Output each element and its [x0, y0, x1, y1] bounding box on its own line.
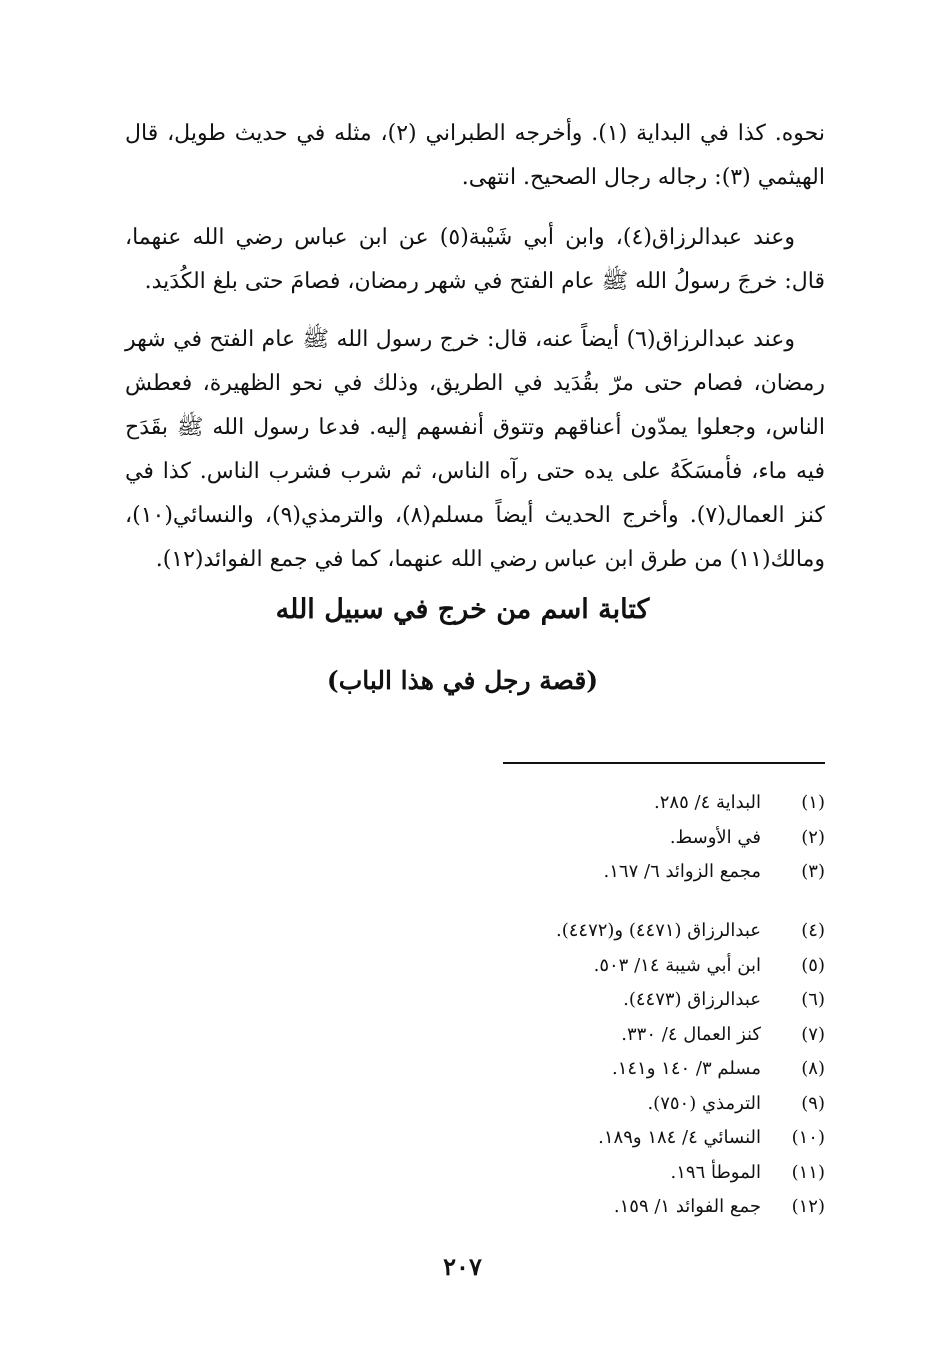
footnote-number: (٥): [801, 954, 825, 976]
footnote-item: [405, 983, 825, 1018]
footnote-item: [405, 1018, 825, 1053]
footnote-text: في الأوسط.: [669, 826, 761, 848]
paragraph-3: [125, 318, 825, 582]
section-subtitle: (قصة رجل في هذا الباب): [326, 666, 599, 695]
footnote-item: [405, 1121, 825, 1156]
footnote-number: (١): [801, 792, 825, 813]
paragraph-3-text: وعند عبدالرزاق(٦) أيضاً عنه، قال: خرج رسول الله ﷺ عام الفتح في شهر رمضان، فصام حتى مرّ بقُدَيد في الطريق، وذلك في نحو الظهيرة، فعطش الناس، وجعلوا يمدّون أعناقهم وتتوق أنفسهم إليه. فدعا رسول الله ﷺ بقَدَح فيه ماء، فأمسَكَهُ على يده حتى رآه الناس، ثم شرب فشرب الناس. كذا في كنز العمال(٧). وأخرج الحديث أيضاً مسلم(٨)، والترمذي(٩)، والنسائي(١٠)، ومالك(١١) من طرق ابن عباس رضي الله عنهما، كما في جمع الفوائد(١٢).: [125, 327, 825, 572]
footnote-number: (٣): [801, 861, 825, 882]
footnote-text: عبدالرزاق (٤٤٧٣).: [623, 989, 761, 1010]
footnote-text: جمع الفوائد ١/ ١٥٩.: [613, 1196, 761, 1217]
footnotes-group-1: [405, 786, 825, 890]
page-number: ٢٠٧: [443, 1252, 482, 1281]
footnote-number: (٩): [801, 1092, 825, 1114]
footnote-item: [405, 1052, 825, 1087]
footnote-item: [405, 1156, 825, 1191]
footnote-number: (٦): [801, 989, 825, 1010]
section-title: كتابة اسم من خرج في سبيل الله: [275, 594, 650, 625]
footnote-text: البداية ٤/ ٢٨٥.: [654, 792, 761, 813]
footnote-item: [405, 786, 825, 821]
footnote-item: [405, 1190, 825, 1225]
footnote-text: الترمذي (٧٥٠).: [647, 1092, 761, 1114]
footnote-number: (٨): [801, 1058, 825, 1079]
footnote-number: (١١): [791, 1161, 825, 1183]
paragraph-1: [125, 112, 825, 200]
footnote-item: [405, 914, 825, 949]
footnote-item: [405, 855, 825, 890]
footnote-text: ابن أبي شيبة ١٤/ ٥٠٣.: [593, 954, 761, 976]
footnote-divider: [503, 762, 825, 764]
footnote-item: [405, 1087, 825, 1122]
paragraph-2-text: وعند عبدالرزاق(٤)، وابن أبي شَيْبة(٥) عن ابن عباس رضي الله عنهما، قال: خرجَ رسولُ الله ﷺ عام الفتح في شهر رمضان، فصامَ حتى بلغ الكُدَيد.: [125, 225, 825, 294]
footnote-text: عبدالرزاق (٤٤٧١) و(٤٤٧٢).: [555, 920, 761, 941]
footnote-number: (٢): [801, 826, 825, 848]
footnote-number: (٧): [801, 1023, 825, 1045]
footnote-text: الموطأ ١٩٦.: [670, 1161, 761, 1183]
footnote-text: النسائي ٤/ ١٨٤ و١٨٩.: [598, 1127, 761, 1148]
footnote-item: [405, 949, 825, 984]
footnote-text: مسلم ٣/ ١٤٠ و١٤١.: [611, 1058, 761, 1079]
footnote-text: كنز العمال ٤/ ٣٣٠.: [621, 1023, 761, 1045]
footnotes-group-2: [405, 914, 825, 1225]
footnote-item: [405, 821, 825, 856]
paragraph-1-text: نحوه. كذا في البداية (١). وأخرجه الطبراني (٢)، مثله في حديث طويل، قال الهيثمي (٣): رجاله رجال الصحيح. انتهى.: [125, 121, 825, 190]
footnote-number: (١٠): [791, 1127, 825, 1148]
paragraph-2: [125, 216, 825, 304]
footnote-number: (٤): [801, 920, 825, 941]
footnote-text: مجمع الزوائد ٦/ ١٦٧.: [603, 861, 761, 882]
footnote-number: (١٢): [791, 1196, 825, 1217]
